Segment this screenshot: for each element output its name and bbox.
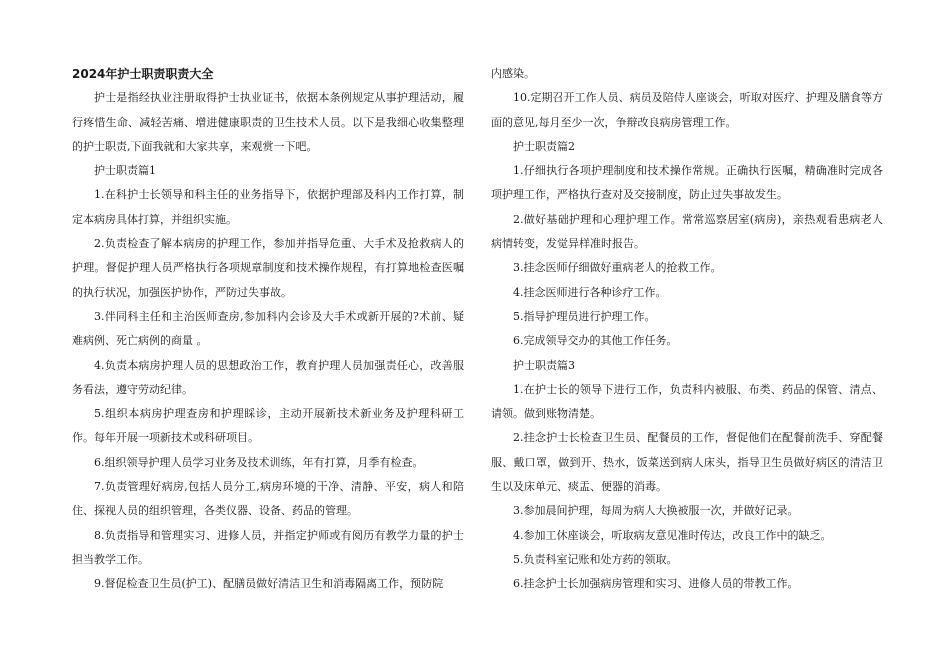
paragraph: 2.负责检查了解本病房的护理工作，参加并指导危重、大手术及抢救病人的护理。督促护理人员严格执行各项规章制度和技术操作规程，有打算地检查医嘱的执行状况，加强医护协作，严防过失事故。 bbox=[72, 237, 464, 299]
paragraph: 2.做好基础护理和心理护理工作。常常巡察居室(病房)，亲热观看患病老人病情转变，发觉异样准时报告。 bbox=[491, 212, 883, 251]
paragraph: 4.挂念医师进行各种诊疗工作。 bbox=[513, 285, 667, 299]
paragraph: 3.挂念医师仔细做好重病老人的抢救工作。 bbox=[513, 261, 722, 275]
paragraph: 6.组织领导护理人员学习业务及技术训练，年有打算，月季有检查。 bbox=[94, 455, 424, 469]
paragraph: 6.完成领导交办的其他工作任务。 bbox=[513, 334, 678, 348]
section-heading: 护士职责篇2 bbox=[513, 139, 575, 153]
paragraph: 5.组织本病房护理查房和护理睬诊，主动开展新技术新业务及护理科研工作。每年开展一项新技术或科研项目。 bbox=[72, 407, 464, 445]
paragraph: 10.定期召开工作人员、病员及陪侍人座谈会，听取对医疗、护理及膳食等方面的意见,每月至少一次，争辩改良病房管理工作。 bbox=[491, 91, 883, 129]
paragraph: 护士是指经执业注册取得护士执业证书，依据本条例规定从事护理活动，履行疼惜生命、减轻苦痛、增进健康职责的卫生技术人员。以下是我细心收集整理的护士职责,下面我就和大家共享，来观赏一下吧。 bbox=[72, 91, 464, 153]
paragraph: 2.挂念护士长检查卫生员、配餐员的工作，督促他们在配餐前洗手、穿配餐服、戴口罩，做到开、热水，饭菜送到病人床头，指导卫生员做好病区的清洁卫生以及床单元、痰盂、便器的消毒。 bbox=[491, 431, 883, 494]
left-column bbox=[72, 62, 464, 597]
paragraph: 6.挂念护士长加强病房管理和实习、进修人员的带教工作。 bbox=[513, 577, 799, 591]
paragraph: 3.参加晨间护理，每周为病人大换被服一次，并做好记录。 bbox=[513, 504, 799, 518]
section-heading: 护士职责篇1 bbox=[94, 164, 156, 178]
section-heading: 护士职责篇3 bbox=[513, 358, 575, 372]
paragraph: 1.仔细执行各项护理制度和技术操作常规。正确执行医嘱，精确准时完成各项护理工作，严格执行查对及交接制度，防止过失事故发生。 bbox=[491, 164, 883, 202]
paragraph: 1.在科护士长领导和科主任的业务指导下，依据护理部及科内工作打算，制定本病房具体打算，并组织实施。 bbox=[72, 188, 464, 226]
paragraph: 8.负责指导和管理实习、进修人员，并指定护师或有阅历有教学力量的护士担当教学工作。 bbox=[72, 528, 464, 566]
left-column-body bbox=[72, 86, 464, 596]
paragraph-continuation: 内感染。 bbox=[491, 67, 535, 80]
paragraph: 5.指导护理员进行护理工作。 bbox=[513, 309, 656, 323]
paragraph: 3.伴同科主任和主治医师查房,参加科内会诊及大手术或新开展的?术前、疑难病例、死亡病例的商量 。 bbox=[72, 309, 464, 348]
paragraph: 1.在护士长的领导下进行工作，负责科内被服、布类、药品的保管、清点、请领。做到账物清楚。 bbox=[491, 382, 883, 421]
paragraph: 7.负责管理好病房,包括人员分工,病房环境的干净、清静、平安，病人和陪住、探视人员的组织管理，各类仪器、设备、药品的管理。 bbox=[72, 480, 464, 518]
paragraph: 4.负责本病房护理人员的思想政治工作，教育护理人员加强责任心，改善服务看法，遵守劳动纪律。 bbox=[72, 358, 464, 396]
paragraph: 9.督促检查卫生员(护工)、配膳员做好清洁卫生和消毒隔离工作，预防院 bbox=[94, 577, 444, 591]
document-title: 2024年护士职责职责大全 bbox=[72, 67, 214, 81]
right-column-body bbox=[491, 62, 883, 597]
paragraph: 4.参加工休座谈会，听取病友意见准时传达，改良工作中的缺乏。 bbox=[513, 528, 832, 542]
right-column bbox=[491, 62, 883, 597]
paragraph: 5.负责科室记账和处方药的领取。 bbox=[513, 552, 678, 566]
